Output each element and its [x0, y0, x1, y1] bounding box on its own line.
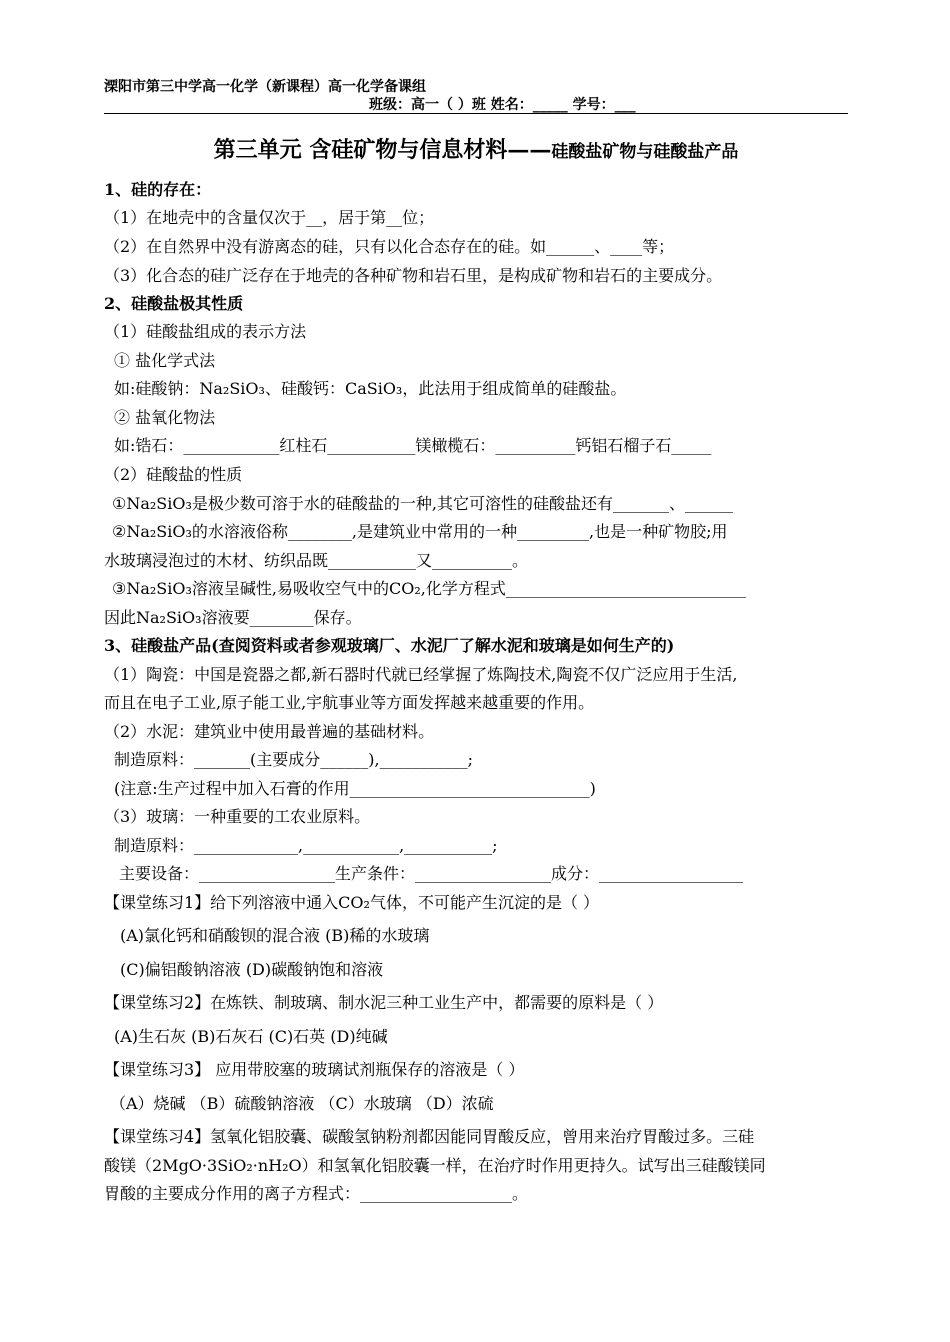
text-line: ① 盐化学式法: [114, 351, 216, 370]
exercise-3-question: 【课堂练习3】 应用带胶塞的玻璃试剂瓶保存的溶液是（ ）: [104, 1060, 525, 1079]
page-title: [104, 133, 848, 164]
text-line: 水玻璃浸泡过的木材、纺织品既___________又__________。: [104, 551, 529, 570]
exercise-1-options-cd: (C)偏铝酸钠溶液 (D)碳酸钠饱和溶液: [120, 960, 384, 979]
text-line: （2）硅酸盐的性质: [104, 465, 243, 484]
exercise-4-question: 【课堂练习4】氢氧化铝胶囊、碳酸氢钠粉剂都因能同胃酸反应，曾用来治疗胃酸过多。三硅: [104, 1127, 755, 1146]
text-line: （2）在自然界中没有游离态的硅，只有以化合态存在的硅。如______、____等；: [104, 237, 675, 256]
exercise-1-question: 【课堂练习1】给下列溶液中通入CO₂气体，不可能产生沉淀的是（ ）: [104, 893, 600, 912]
section-heading: 2、硅酸盐极其性质: [104, 294, 244, 313]
text-line: ② 盐氧化物法: [114, 408, 216, 427]
title-main: 第三单元 含硅矿物与信息材料——: [213, 137, 552, 163]
text-line: （2）水泥：建筑业中使用最普遍的基础材料。: [104, 722, 435, 741]
text-line: 如:硅酸钠：Na₂SiO₃、硅酸钙：CaSiO₃，此法用于组成简单的硅酸盐。: [114, 379, 627, 398]
text-line: 而且在电子工业,原子能工业,宇航事业等方面发挥越来越重要的作用。: [104, 693, 595, 712]
text-line: （1）在地壳中的含量仅次于__，居于第__位；: [104, 208, 435, 227]
text-line: (注意:生产过程中加入石膏的作用______________________________): [114, 779, 596, 798]
text-line: 胃酸的主要成分作用的离子方程式：___________________。: [104, 1184, 529, 1203]
text-line: 因此Na₂SiO₃溶液要________保存。: [104, 608, 362, 627]
section-heading: 1、硅的存在：: [104, 180, 212, 199]
section-heading: 3、硅酸盐产品(查阅资料或者参观玻璃厂、水泥厂了解水泥和玻璃是如何生产的): [104, 636, 675, 655]
text-line: 酸镁（2MgO·3SiO₂·nH₂O）和氢氧化铝胶囊一样，在治疗时作用更持久。试写出三硅酸镁同: [104, 1156, 766, 1175]
header-student-info: 班级：高一（ ）班 姓名：_____ 学号：___: [369, 97, 636, 113]
text-line: ②Na₂SiO₃的水溶液俗称________,是建筑业中常用的一种_________,也是一种矿物胶;用: [112, 522, 728, 541]
text-line: （3）玻璃：一种重要的工农业原料。: [104, 807, 371, 826]
exercise-2-question: 【课堂练习2】在炼铁、制玻璃、制水泥三种工业生产中，都需要的原料是（ ）: [104, 993, 664, 1012]
text-line: 主要设备：_________________生产条件：_________________成分：__________________: [119, 864, 744, 883]
text-line: （1）陶瓷：中国是瓷器之都,新石器时代就已经掌握了炼陶技术,陶瓷不仅广泛应用于生活,: [104, 665, 738, 684]
text-line: 制造原料：_______(主要成分______),___________;: [114, 750, 473, 769]
text-line: 制造原料：_____________,____________,___________;: [114, 836, 498, 855]
title-sub: 硅酸盐矿物与硅酸盐产品: [551, 142, 739, 162]
text-line: （1）硅酸盐组成的表示方法: [104, 322, 307, 341]
text-line: （3）化合态的硅广泛存在于地壳的各种矿物和岩石里，是构成矿物和岩石的主要成分。: [104, 266, 723, 285]
text-line: ①Na₂SiO₃是极少数可溶于水的硅酸盐的一种,其它可溶性的硅酸盐还有_______、______: [112, 494, 733, 513]
exercise-2-options: (A)生石灰 (B)石灰石 (C)石英 (D)纯碱: [114, 1027, 388, 1046]
header-rule: [104, 113, 848, 114]
header-school: 溧阳市第三中学高一化学（新课程）高一化学备课组: [104, 79, 426, 95]
exercise-1-options-ab: (A)氯化钙和硝酸钡的混合液 (B)稀的水玻璃: [120, 926, 430, 945]
text-line: 如:锆石：____________红柱石___________镁橄榄石：__________钙铝石榴子石_____: [114, 436, 712, 455]
text-line: ③Na₂SiO₃溶液呈碱性,易吸收空气中的CO₂,化学方程式______________________________: [112, 579, 746, 598]
exercise-3-options: （A）烧碱 （B）硫酸钠溶液 （C）水玻璃 （D）浓硫: [110, 1094, 494, 1113]
